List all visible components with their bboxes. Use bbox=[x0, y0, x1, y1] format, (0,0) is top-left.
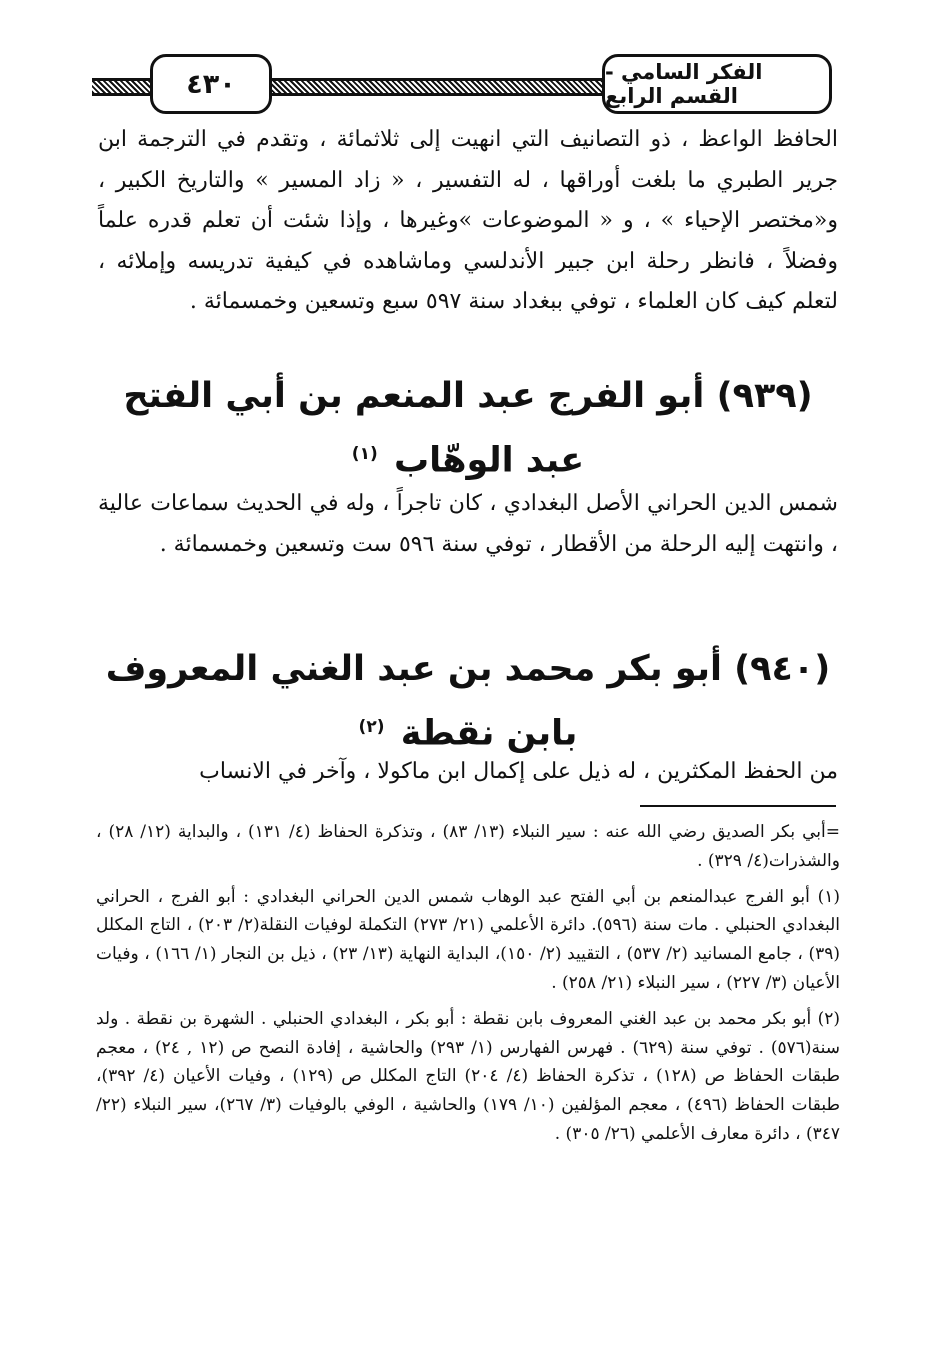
footnote-2: (٢) أبو بكر محمد بن عبد الغني المعروف بابن نقطة : أبو بكر ، البغدادي الحنبلي . الشهرة بن نقطة . ولد سنة(٥٧٦) . توفي سنة (٦٢٩) . فهرس الفهارس (١/ ٢٩٣) والحاشية ، إفادة النصح ص (١٢ , ٢٤) ، معجم طبقات الحفاظ ص (١٢٨) ، تذكرة الحفاظ (٤/ ٢٠٤) التاج المكلل ص (١٢٩) ، وفيات الأعيان (٤/ ٣٩٢)، طبقات الحفاظ (٤٩٦) ، معجم المؤلفين (١٠/ ١٧٩) والحاشية ، الوفي بالوفيات (٣/ ٢٦٧)، سير النبلاء (٢٢/ ٣٤٧) ، دائرة معارف الأعلمي (٢٦/ ٣٠٥) . bbox=[96, 1008, 841, 1144]
entry-heading-text: (٩٣٩) أبو الفرج عبد المنعم بن أبي الفتح عبد الوهّاب bbox=[123, 376, 813, 481]
intro-paragraph: الحافظ الواعظ ، ذو التصانيف التي انهيت إلى ثلاثمائة ، وتقدم في الترجمة ابن جرير الطبري ما بلغت أوراقها ، له التفسير ، « زاد المسير » والتاريخ الكبير ، و«مختصر الإحياء » ، و « الموضوعات »وغيرها ، وإذا شئت أن تعلم قدره علماً وفضلاً ، فانظر رحلة ابن جبير الأندلسي وماشاهده في كيفية تدريسه وإملائه ، لتعلم كيف كان العلماء ، توفي ببغداد سنة ٥٩٧ سبع وتسعين وخمسمائة . bbox=[98, 127, 838, 315]
running-header bbox=[92, 44, 832, 130]
entry-text-940: من الحفظ المكثرين ، له ذيل على إكمال ابن ماكولا ، وآخر في الانساب bbox=[199, 759, 838, 784]
running-title: الفكر السامي - القسم الرابع bbox=[602, 54, 832, 114]
entry-text-939: شمس الدين الحراني الأصل البغدادي ، كان تاجراً ، وله في الحديث سماعات عالية ، وانتهت إليه الرحلة من الأقطار ، توفي سنة ٥٩٦ ست وتسعين وخمسمائة . bbox=[98, 491, 838, 557]
entry-heading-text: (٩٤٠) أبو بكر محمد بن عبد الغني المعروف بابن نقطة bbox=[105, 649, 831, 754]
footnote-separator bbox=[640, 805, 836, 807]
footnote-ref: (٢) bbox=[358, 717, 385, 737]
footnote-continuation: =أبي بكر الصديق رضي الله عنه : سير النبلاء (١٣/ ٨٣) ، وتذكرة الحفاظ (٤/ ١٣١) ، والبداية (١٢/ ٢٨) ، والشذرات(٤/ ٣٢٩) . bbox=[96, 822, 840, 871]
entry-heading-939 bbox=[98, 367, 838, 490]
footnotes bbox=[96, 818, 840, 1156]
page-number: ٤٣٠ bbox=[150, 54, 272, 114]
entry-heading-940 bbox=[98, 640, 838, 763]
footnote-ref: (١) bbox=[351, 444, 378, 464]
footnote-1: (١) أبو الفرج عبدالمنعم بن أبي الفتح عبد الوهاب شمس الدين الحراني البغدادي : أبو الفرج ، الحراني البغدادي الحنبلي . مات سنة (٥٩٦). دائرة الأعلمي (٢١/ ٢٧٣) التكملة لوفيات النقلة(٢/ ٢٠٣) ، التاج المكلل (٣٩) ، جامع المسانيد (٢/ ٥٣٧) ، التقييد (٢/ ١٥٠)، البداية النهاية (١٣/ ٢٣) ، ذيل بن النجار (١/ ١٦٦) ، وفيات الأعيان (٣/ ٢٢٧) ، سير النبلاء (٢١/ ٢٥٨) . bbox=[96, 886, 841, 993]
